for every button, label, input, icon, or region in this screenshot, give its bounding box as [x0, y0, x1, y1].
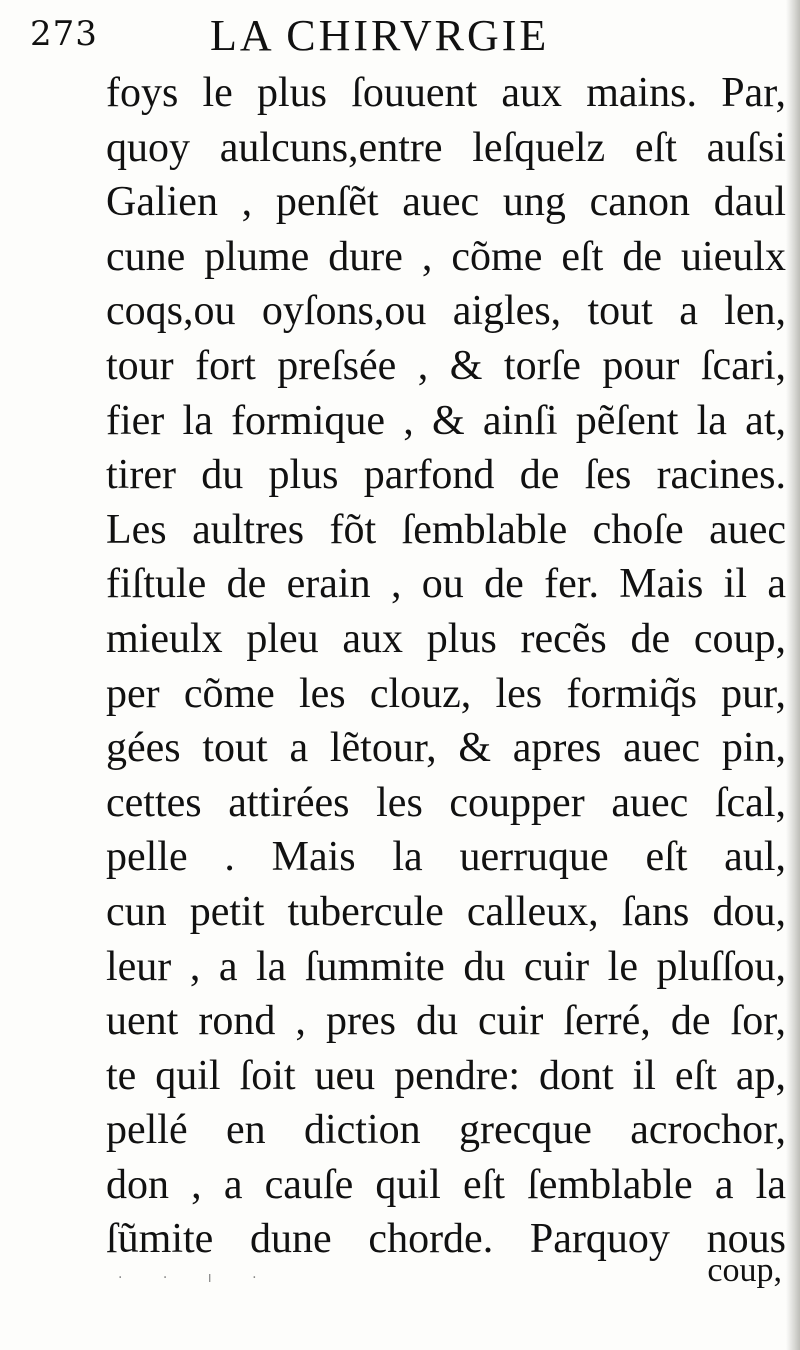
text-line: fiſtule de erain , ou de fer. Mais il a	[106, 561, 786, 608]
text-line: gées tout a lẽtour, & apres auec pin,	[106, 725, 786, 772]
catchword: coup,	[707, 1252, 782, 1289]
page-header	[30, 8, 670, 60]
page-number: 273	[30, 14, 98, 54]
text-line: fier la formique , & ainſi pẽſent la at,	[106, 397, 786, 444]
text-line: cun petit tubercule calleux, ſans dou,	[106, 888, 786, 935]
text-line: tirer du plus parfond de ſes racines.	[106, 452, 786, 499]
body-text	[106, 66, 786, 1267]
text-line: Les aultres fõt ſemblable choſe auec	[106, 506, 786, 553]
text-line: Galien , penſẽt auec ung canon daul	[106, 179, 786, 226]
text-line: quoy aulcuns,entre leſquelz eſt auſsi	[106, 124, 786, 171]
text-line: mieulx pleu aux plus recẽs de coup,	[106, 615, 786, 662]
text-line: ſũmite dune chorde. Parquoy nous	[106, 1216, 786, 1263]
ink-specks: · · ı ·	[118, 1270, 275, 1286]
text-line: cettes attirées les coupper auec ſcal,	[106, 779, 786, 826]
text-line: pellé en diction grecque acrochor,	[106, 1107, 786, 1154]
text-line: uent rond , pres du cuir ſerré, de ſor,	[106, 998, 786, 1045]
text-line: pelle . Mais la uerruque eſt aul,	[106, 834, 786, 881]
text-line: cune plume dure , cõme eſt de uieulx	[106, 233, 786, 280]
text-line: leur , a la ſummite du cuir le pluſſou,	[106, 943, 786, 990]
text-line: te quil ſoit ueu pendre: dont il eſt ap,	[106, 1052, 786, 1099]
running-title: LA CHIRVRGIE	[210, 11, 550, 60]
text-line: coqs,ou oyſons,ou aigles, tout a len,	[106, 288, 786, 335]
page-gutter-edge	[786, 0, 800, 1350]
text-line: don , a cauſe quil eſt ſemblable a la	[106, 1161, 786, 1208]
text-line: per cõme les clouz, les formiq̃s pur,	[106, 670, 786, 717]
text-line: tour fort preſsée , & torſe pour ſcari,	[106, 342, 786, 389]
text-line: foys le plus ſouuent aux mains. Par,	[106, 70, 786, 116]
